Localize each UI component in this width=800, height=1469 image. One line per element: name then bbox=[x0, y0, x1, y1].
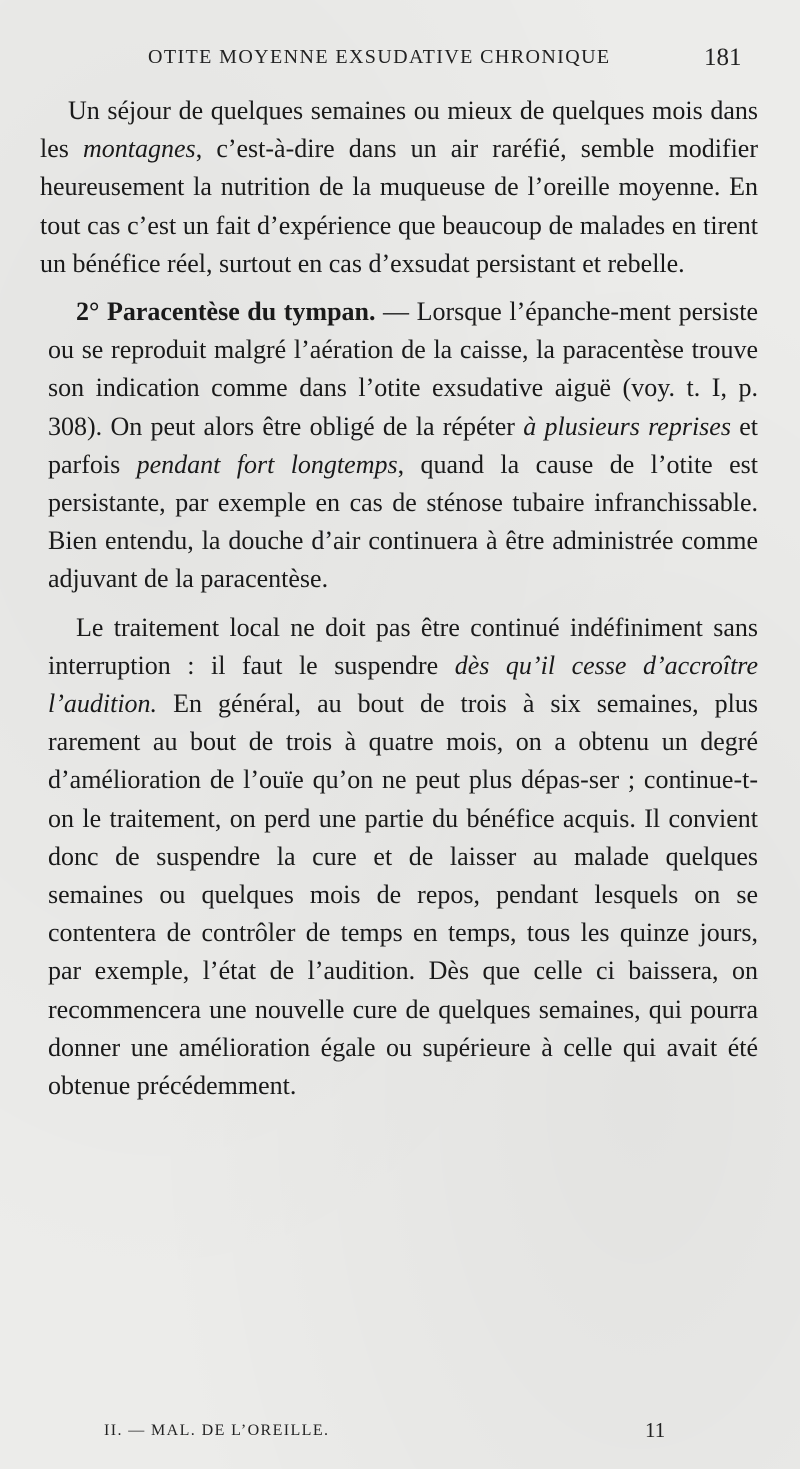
running-head bbox=[0, 44, 800, 74]
page-number: 181 bbox=[704, 44, 742, 71]
page-footer bbox=[0, 1418, 800, 1448]
text-segment: , quand la cause de l’otite est persistante, par exemple en cas de sténose tubaire infranchissable. Bien entendu, la douche d’air continuera à être administrée comme adjuvant de la paracentèse. bbox=[48, 449, 758, 594]
signature-mark: II. — MAL. DE L’OREILLE. bbox=[104, 1422, 330, 1439]
text-segment-italic: montagnes bbox=[83, 134, 196, 164]
paragraph-paracentesis bbox=[48, 293, 758, 599]
text-segment: Un séjour de quelques semaines ou mieux de quelques mois dans les bbox=[40, 96, 758, 164]
text-segment: En général, au bout de trois à six semaines, plus rarement au bout de trois à quatre mois, on a obtenu un degré d’amélioration de l’ouïe qu’on ne peut plus dépas-ser ; continue-t-on le traitement, on perd une partie du bénéfice acquis. Il convient donc de suspendre la cure et de laisser au malade quelques semaines ou quelques mois de repos, pendant lesquels on se contentera de contrôler de temps en temps, tous les quinze jours, par exemple, l’état de l’audition. Dès que celle ci baissera, on recommencera une nouvelle cure de quelques semaines, qui pourra donner une amélioration égale ou supérieure à celle qui avait été obtenue précédemment. bbox=[48, 689, 758, 1101]
text-segment-italic: à plusieurs reprises bbox=[523, 411, 731, 441]
text-segment-italic: pendant fort longtemps bbox=[136, 449, 398, 479]
text-segment: Le traitement local ne doit pas être continué indéfiniment sans interruption : il faut le suspendre bbox=[48, 612, 758, 680]
text-segment: — Lorsque l’épanche-ment persiste ou se reproduit malgré l’aération de la caisse, la paracentèse trouve son indication comme dans l’otite exsudative aiguë (voy. t. I, p. 308). On peut alors être obligé de la répéter bbox=[48, 297, 759, 441]
body-text bbox=[40, 92, 758, 1105]
running-title: OTITE MOYENNE EXSUDATIVE CHRONIQUE bbox=[148, 46, 611, 68]
text-segment-italic: dès qu’il cesse d’accroître l’audition. bbox=[48, 650, 758, 719]
paragraph-mountain-stay bbox=[40, 92, 758, 283]
section-heading: 2° Paracentèse du tympan. bbox=[76, 297, 376, 327]
text-segment: , c’est-à-dire dans un air raréfié, semble modifier heureusement la nutrition de la muqueuse de l’oreille moyenne. En tout cas c’est un fait d’expérience que beaucoup de malades en tirent un bénéfice réel, surtout en cas d’exsudat persistant et rebelle. bbox=[40, 134, 758, 278]
text-segment: et parfois bbox=[48, 411, 759, 479]
paragraph-local-treatment bbox=[48, 609, 758, 1106]
sheet-number: 11 bbox=[645, 1418, 666, 1442]
